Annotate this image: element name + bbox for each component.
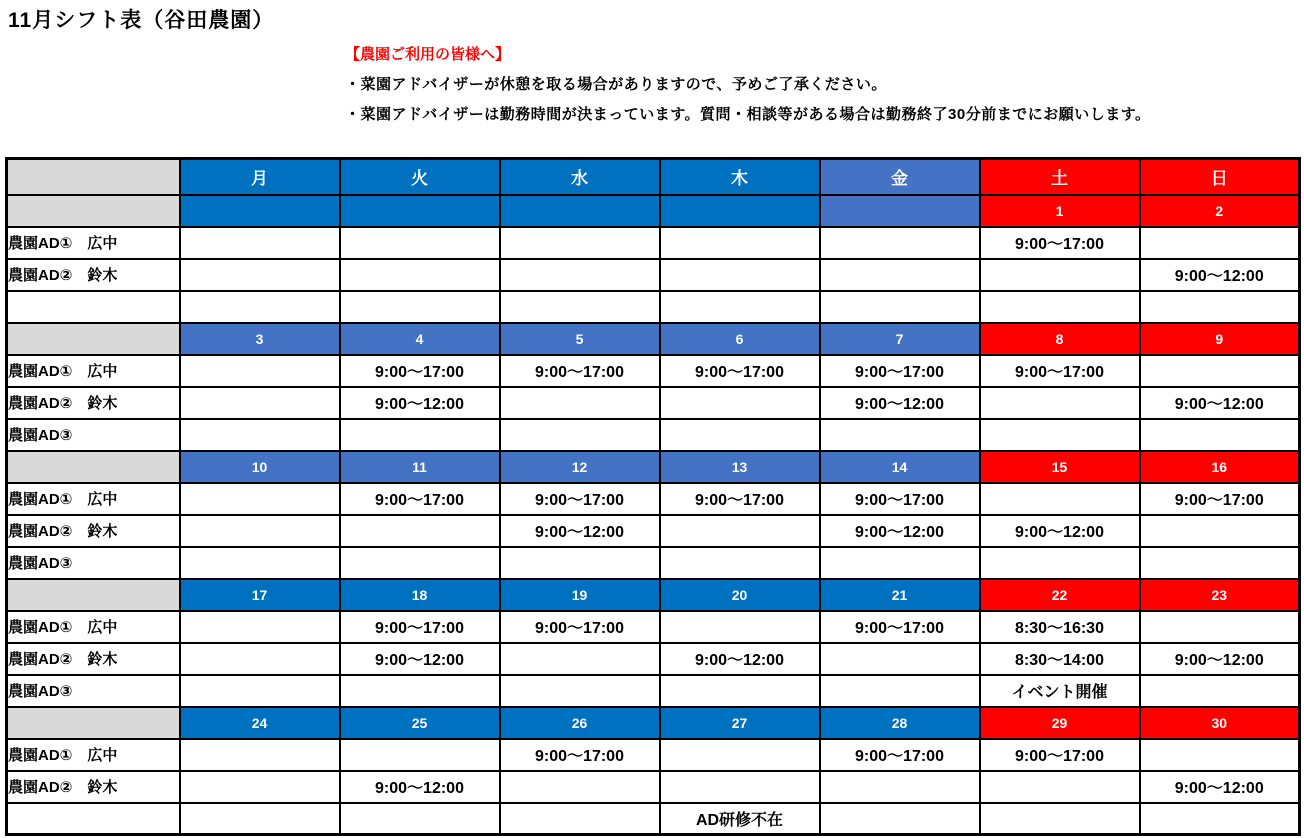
shift-cell: [1140, 419, 1300, 451]
shift-cell: [340, 739, 500, 771]
shift-cell: 9:00～17:00: [500, 611, 660, 643]
date-row-label-cell: [7, 707, 180, 739]
staff-row-week-5-1: [7, 739, 1300, 771]
shift-cell: [500, 771, 660, 803]
row-label-cell: 農園AD② 鈴木: [7, 515, 180, 547]
shift-cell: [1140, 515, 1300, 547]
shift-cell: [820, 771, 980, 803]
shift-cell: [500, 419, 660, 451]
shift-cell: 9:00～17:00: [340, 355, 500, 387]
date-cell: 19: [500, 579, 660, 611]
shift-cell: [180, 611, 340, 643]
date-cell: 3: [180, 323, 340, 355]
shift-cell: [660, 227, 820, 259]
shift-cell: [1140, 291, 1300, 323]
staff-row-week-1-3: [7, 291, 1300, 323]
staff-row-week-2-3: [7, 419, 1300, 451]
shift-cell: [500, 291, 660, 323]
date-cell: 14: [820, 451, 980, 483]
staff-row-week-5-2: [7, 771, 1300, 803]
row-label-cell: [7, 803, 180, 835]
row-label-cell: 農園AD③: [7, 547, 180, 579]
shift-cell: [1140, 803, 1300, 835]
date-cell: 1: [980, 195, 1140, 227]
shift-table: [5, 157, 1301, 836]
date-cell: 13: [660, 451, 820, 483]
shift-cell: [820, 227, 980, 259]
date-cell: 11: [340, 451, 500, 483]
corner-cell: [7, 159, 180, 195]
shift-cell: 9:00～17:00: [1140, 483, 1300, 515]
date-row-week-3: [7, 451, 1300, 483]
shift-cell: 9:00～12:00: [340, 771, 500, 803]
shift-cell: [180, 227, 340, 259]
shift-cell: 9:00～12:00: [1140, 387, 1300, 419]
shift-cell: [820, 259, 980, 291]
shift-cell: [980, 419, 1140, 451]
date-row-week-5: [7, 707, 1300, 739]
staff-row-week-4-3: [7, 675, 1300, 707]
date-cell: 26: [500, 707, 660, 739]
shift-cell: [180, 355, 340, 387]
shift-cell: [500, 547, 660, 579]
shift-cell: イベント開催: [980, 675, 1140, 707]
row-label-cell: 農園AD② 鈴木: [7, 771, 180, 803]
shift-cell: 9:00～12:00: [1140, 259, 1300, 291]
shift-cell: [180, 643, 340, 675]
staff-row-week-1-1: [7, 227, 1300, 259]
shift-cell: [180, 483, 340, 515]
shift-cell: 8:30～16:30: [980, 611, 1140, 643]
shift-cell: 9:00～17:00: [980, 739, 1140, 771]
shift-cell: [660, 419, 820, 451]
date-cell: 20: [660, 579, 820, 611]
shift-cell: [820, 291, 980, 323]
date-row-week-1: [7, 195, 1300, 227]
shift-cell: [980, 291, 1140, 323]
shift-cell: [500, 643, 660, 675]
row-label-cell: 農園AD③: [7, 419, 180, 451]
shift-cell: [340, 803, 500, 835]
staff-row-week-2-1: [7, 355, 1300, 387]
date-cell: 7: [820, 323, 980, 355]
day-header-cell-木: 木: [660, 159, 820, 195]
date-cell: 25: [340, 707, 500, 739]
shift-cell: [660, 739, 820, 771]
shift-cell: 9:00～17:00: [660, 483, 820, 515]
day-header-row: [7, 159, 1300, 195]
page-title: 11月シフト表（谷田農園）: [8, 9, 275, 32]
date-cell: 2: [1140, 195, 1300, 227]
date-cell: 22: [980, 579, 1140, 611]
notice-heading: 【農園ご利用の皆様へ】: [345, 46, 511, 63]
date-cell: 29: [980, 707, 1140, 739]
date-cell: 10: [180, 451, 340, 483]
shift-cell: [660, 675, 820, 707]
shift-cell: [340, 419, 500, 451]
date-cell: 18: [340, 579, 500, 611]
shift-cell: [980, 259, 1140, 291]
row-label-cell: 農園AD② 鈴木: [7, 259, 180, 291]
date-row-label-cell: [7, 195, 180, 227]
shift-cell: [500, 387, 660, 419]
date-row-week-4: [7, 579, 1300, 611]
date-cell: 4: [340, 323, 500, 355]
staff-row-week-3-3: [7, 547, 1300, 579]
date-cell: 24: [180, 707, 340, 739]
shift-cell: 9:00～12:00: [980, 515, 1140, 547]
shift-cell: [500, 803, 660, 835]
shift-cell: [1140, 355, 1300, 387]
shift-cell: 9:00～17:00: [820, 739, 980, 771]
shift-cell: 9:00～12:00: [500, 515, 660, 547]
shift-cell: [820, 675, 980, 707]
date-cell: 9: [1140, 323, 1300, 355]
row-label-cell: 農園AD③: [7, 675, 180, 707]
date-row-label-cell: [7, 451, 180, 483]
shift-cell: [180, 675, 340, 707]
day-header-cell-月: 月: [180, 159, 340, 195]
shift-cell: [340, 259, 500, 291]
shift-cell: [500, 675, 660, 707]
shift-cell: 9:00～17:00: [660, 355, 820, 387]
row-label-cell: 農園AD② 鈴木: [7, 387, 180, 419]
date-cell: 23: [1140, 579, 1300, 611]
row-label-cell: 農園AD① 広中: [7, 611, 180, 643]
staff-row-week-5-3: [7, 803, 1300, 835]
shift-cell: [1140, 675, 1300, 707]
shift-cell: [340, 547, 500, 579]
shift-cell: [340, 515, 500, 547]
staff-row-week-2-2: [7, 387, 1300, 419]
date-cell: 17: [180, 579, 340, 611]
shift-cell: 9:00～12:00: [1140, 771, 1300, 803]
shift-cell: [820, 803, 980, 835]
shift-cell: 9:00～12:00: [820, 515, 980, 547]
shift-cell: [180, 419, 340, 451]
shift-cell: 9:00～17:00: [340, 611, 500, 643]
shift-cell: [180, 803, 340, 835]
date-cell: [820, 195, 980, 227]
shift-cell: 9:00～17:00: [820, 355, 980, 387]
shift-cell: AD研修不在: [660, 803, 820, 835]
date-cell: 27: [660, 707, 820, 739]
date-cell: 15: [980, 451, 1140, 483]
shift-cell: 8:30～14:00: [980, 643, 1140, 675]
date-cell: 6: [660, 323, 820, 355]
date-cell: 16: [1140, 451, 1300, 483]
shift-cell: 9:00～17:00: [340, 483, 500, 515]
date-cell: 30: [1140, 707, 1300, 739]
shift-cell: [180, 515, 340, 547]
shift-cell: [180, 547, 340, 579]
shift-cell: [500, 259, 660, 291]
date-cell: 28: [820, 707, 980, 739]
shift-cell: 9:00～17:00: [500, 355, 660, 387]
shift-cell: [660, 515, 820, 547]
date-cell: [660, 195, 820, 227]
staff-row-week-1-2: [7, 259, 1300, 291]
day-header-cell-金: 金: [820, 159, 980, 195]
day-header-cell-土: 土: [980, 159, 1140, 195]
shift-cell: 9:00～17:00: [820, 483, 980, 515]
date-row-label-cell: [7, 579, 180, 611]
shift-cell: [980, 483, 1140, 515]
date-cell: 8: [980, 323, 1140, 355]
shift-cell: 9:00～17:00: [500, 739, 660, 771]
shift-cell: [660, 771, 820, 803]
shift-cell: [660, 259, 820, 291]
shift-cell: [820, 419, 980, 451]
shift-cell: [980, 387, 1140, 419]
shift-cell: [980, 547, 1140, 579]
shift-cell: [1140, 611, 1300, 643]
shift-cell: [980, 803, 1140, 835]
row-label-cell: [7, 291, 180, 323]
shift-cell: [340, 227, 500, 259]
notice-block: [345, 40, 1151, 130]
day-header-cell-日: 日: [1140, 159, 1300, 195]
date-cell: [340, 195, 500, 227]
shift-cell: [1140, 547, 1300, 579]
row-label-cell: 農園AD① 広中: [7, 739, 180, 771]
day-header-cell-火: 火: [340, 159, 500, 195]
row-label-cell: 農園AD② 鈴木: [7, 643, 180, 675]
row-label-cell: 農園AD① 広中: [7, 227, 180, 259]
shift-cell: 9:00～12:00: [660, 643, 820, 675]
shift-cell: [340, 291, 500, 323]
shift-cell: [820, 643, 980, 675]
shift-cell: 9:00～17:00: [820, 611, 980, 643]
shift-cell: 9:00～12:00: [1140, 643, 1300, 675]
shift-cell: [660, 547, 820, 579]
date-cell: 21: [820, 579, 980, 611]
staff-row-week-3-1: [7, 483, 1300, 515]
shift-cell: [180, 771, 340, 803]
date-cell: [500, 195, 660, 227]
shift-table-body: [7, 159, 1300, 835]
shift-cell: [980, 771, 1140, 803]
shift-cell: 9:00～17:00: [980, 227, 1140, 259]
shift-cell: [660, 387, 820, 419]
date-row-week-2: [7, 323, 1300, 355]
staff-row-week-3-2: [7, 515, 1300, 547]
notice-line-1: ・菜園アドバイザーが休憩を取る場合がありますので、予めご了承ください。: [345, 76, 887, 93]
shift-cell: [660, 611, 820, 643]
staff-row-week-4-2: [7, 643, 1300, 675]
shift-cell: [180, 259, 340, 291]
shift-cell: 9:00～17:00: [500, 483, 660, 515]
shift-cell: 9:00～17:00: [980, 355, 1140, 387]
shift-cell: [180, 291, 340, 323]
shift-cell: [500, 227, 660, 259]
date-row-label-cell: [7, 323, 180, 355]
shift-cell: 9:00～12:00: [340, 643, 500, 675]
row-label-cell: 農園AD① 広中: [7, 355, 180, 387]
shift-cell: 9:00～12:00: [340, 387, 500, 419]
shift-cell: [180, 387, 340, 419]
shift-cell: 9:00～12:00: [820, 387, 980, 419]
staff-row-week-4-1: [7, 611, 1300, 643]
notice-line-2: ・菜園アドバイザーは勤務時間が決まっています。質問・相談等がある場合は勤務終了30分前までにお願いします。: [345, 106, 1151, 123]
row-label-cell: 農園AD① 広中: [7, 483, 180, 515]
shift-cell: [1140, 739, 1300, 771]
day-header-cell-水: 水: [500, 159, 660, 195]
shift-cell: [660, 291, 820, 323]
date-cell: 12: [500, 451, 660, 483]
date-cell: [180, 195, 340, 227]
shift-cell: [820, 547, 980, 579]
shift-cell: [340, 675, 500, 707]
shift-cell: [180, 739, 340, 771]
shift-cell: [1140, 227, 1300, 259]
date-cell: 5: [500, 323, 660, 355]
